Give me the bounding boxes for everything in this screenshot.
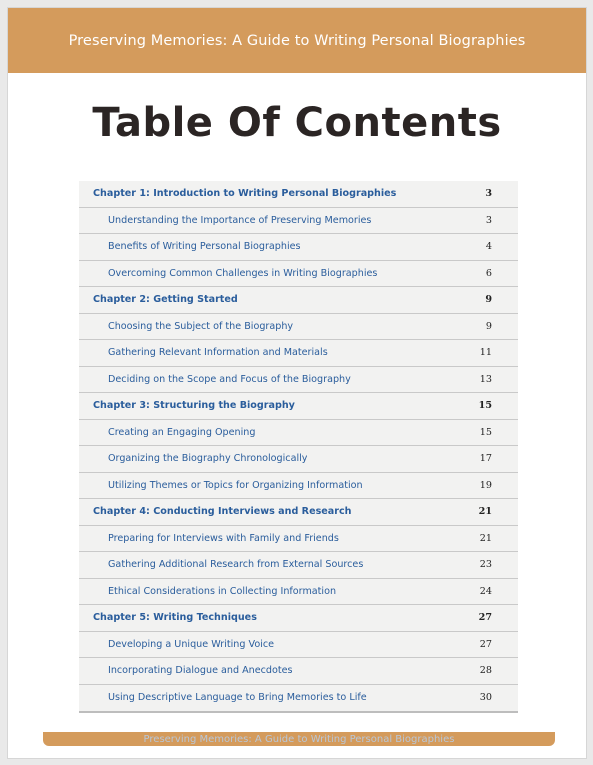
- toc-page-number: 23: [479, 559, 492, 571]
- toc-section-row[interactable]: [79, 552, 518, 579]
- header-title: Preserving Memories: A Guide to Writing Personal Biographies: [68, 32, 526, 49]
- toc-chapter-row[interactable]: [79, 287, 518, 314]
- toc-page-number: 17: [479, 453, 492, 465]
- document-page: [7, 7, 587, 759]
- toc-section-link[interactable]: Preparing for Interviews with Family and Friends: [108, 532, 339, 544]
- toc-section-row[interactable]: [79, 340, 518, 367]
- toc-section-link[interactable]: Utilizing Themes or Topics for Organizing Information: [108, 479, 363, 491]
- toc-section-row[interactable]: [79, 367, 518, 394]
- toc-section-row[interactable]: [79, 261, 518, 288]
- toc-section-row[interactable]: [79, 579, 518, 606]
- toc-section-link[interactable]: Gathering Additional Research from External Sources: [108, 559, 364, 571]
- toc-page-number: 13: [479, 373, 492, 385]
- toc-section-link[interactable]: Benefits of Writing Personal Biographies: [108, 241, 301, 253]
- toc-page-number: 24: [479, 585, 492, 597]
- toc-chapter-link[interactable]: Chapter 5: Writing Techniques: [93, 612, 257, 624]
- toc-section-link[interactable]: Ethical Considerations in Collecting Information: [108, 585, 337, 597]
- toc-page-number: 9: [485, 294, 492, 306]
- toc-section-row[interactable]: [79, 632, 518, 659]
- toc-section-row[interactable]: [79, 526, 518, 553]
- toc-page-number: 27: [478, 612, 492, 624]
- toc-section-link[interactable]: Organizing the Biography Chronologically: [108, 453, 308, 465]
- toc-page-number: 21: [479, 532, 492, 544]
- toc-chapter-link[interactable]: Chapter 1: Introduction to Writing Personal Biographies: [93, 188, 397, 200]
- table-of-contents: [79, 181, 518, 713]
- toc-section-row[interactable]: [79, 234, 518, 261]
- toc-section-link[interactable]: Using Descriptive Language to Bring Memories to Life: [108, 692, 367, 704]
- toc-section-link[interactable]: Incorporating Dialogue and Anecdotes: [108, 665, 293, 677]
- toc-section-row[interactable]: [79, 473, 518, 500]
- toc-section-row[interactable]: [79, 446, 518, 473]
- toc-section-link[interactable]: Creating an Engaging Opening: [108, 426, 256, 438]
- toc-section-link[interactable]: Understanding the Importance of Preserving Memories: [108, 214, 372, 226]
- toc-heading: Table Of Contents: [92, 100, 502, 146]
- toc-page-number: 15: [478, 400, 492, 412]
- toc-page-number: 4: [485, 241, 492, 253]
- toc-section-link[interactable]: Choosing the Subject of the Biography: [108, 320, 294, 332]
- toc-chapter-link[interactable]: Chapter 2: Getting Started: [93, 294, 238, 306]
- toc-page-number: 19: [479, 479, 492, 491]
- toc-page-number: 30: [479, 692, 492, 704]
- toc-page-number: 6: [485, 267, 492, 279]
- toc-page-number: 9: [485, 320, 492, 332]
- toc-chapter-link[interactable]: Chapter 3: Structuring the Biography: [93, 400, 295, 412]
- toc-section-row[interactable]: [79, 420, 518, 447]
- toc-chapter-row[interactable]: [79, 181, 518, 208]
- toc-page-number: 28: [479, 665, 492, 677]
- footer-title: Preserving Memories: A Guide to Writing Personal Biographies: [143, 733, 455, 745]
- toc-page-number: 3: [485, 188, 492, 200]
- toc-page-number: 27: [479, 638, 492, 650]
- page-header: [8, 8, 586, 73]
- toc-section-row[interactable]: [79, 208, 518, 235]
- toc-chapter-row[interactable]: [79, 499, 518, 526]
- toc-page-number: 15: [479, 426, 492, 438]
- page-footer: [43, 732, 555, 746]
- toc-section-link[interactable]: Overcoming Common Challenges in Writing Biographies: [108, 267, 378, 279]
- toc-chapter-row[interactable]: [79, 393, 518, 420]
- toc-section-row[interactable]: [79, 658, 518, 685]
- toc-chapter-link[interactable]: Chapter 4: Conducting Interviews and Research: [93, 506, 352, 518]
- toc-section-row[interactable]: [79, 685, 518, 712]
- toc-section-link[interactable]: Developing a Unique Writing Voice: [108, 638, 275, 650]
- toc-section-link[interactable]: Gathering Relevant Information and Materials: [108, 347, 328, 359]
- toc-section-row[interactable]: [79, 314, 518, 341]
- toc-page-number: 3: [485, 214, 492, 226]
- toc-section-link[interactable]: Deciding on the Scope and Focus of the Biography: [108, 373, 351, 385]
- toc-page-number: 21: [478, 506, 492, 518]
- toc-chapter-row[interactable]: [79, 605, 518, 632]
- toc-page-number: 11: [479, 347, 492, 359]
